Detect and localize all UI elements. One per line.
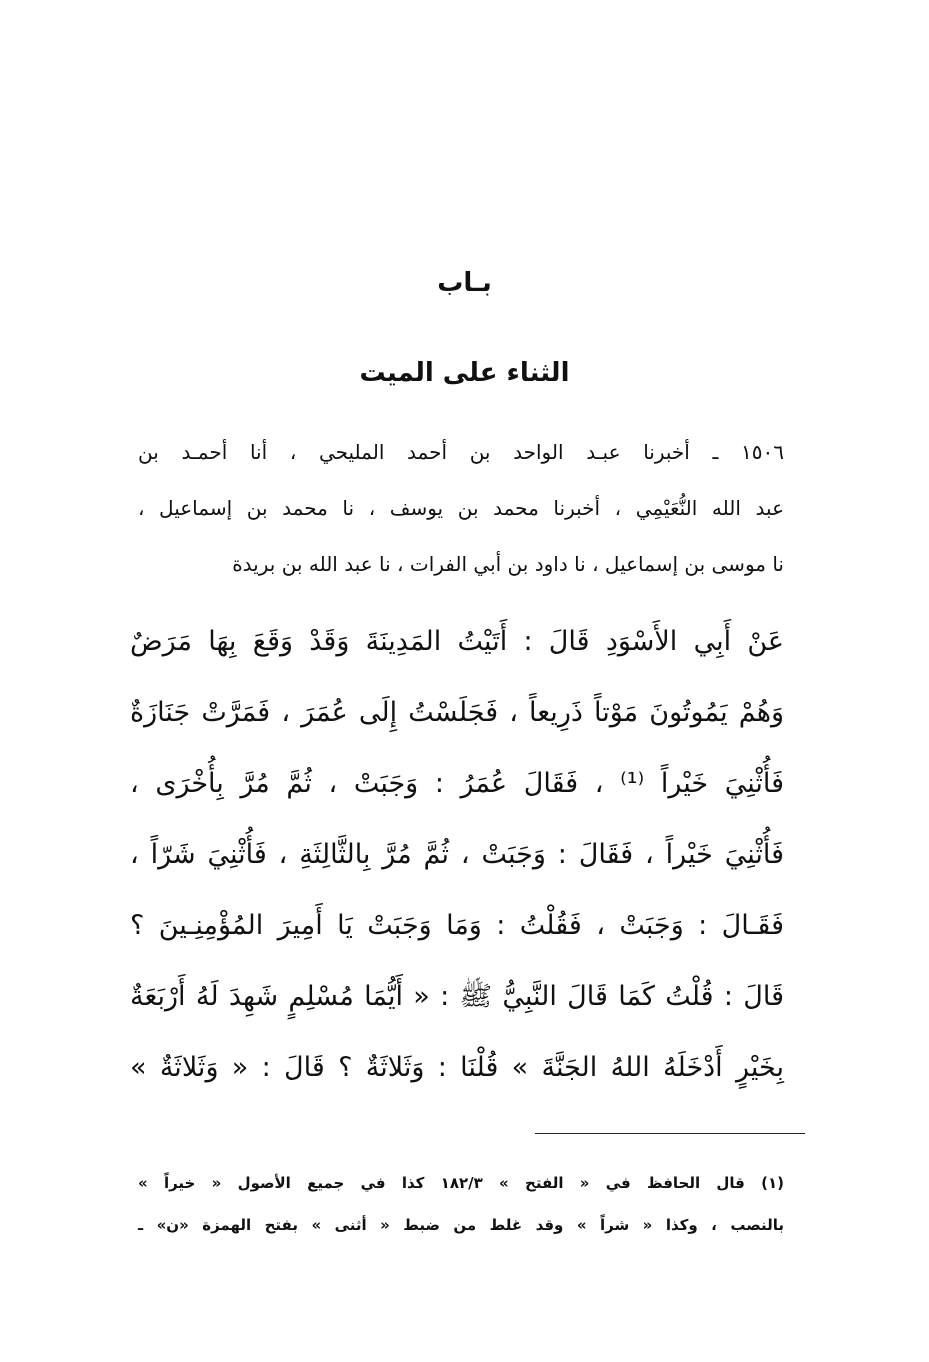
footnote-line: (١) قال الحافظ في « الفتح » ١٨٢/٣ كذا في جميع الأصول « خيراً » [138, 1174, 784, 1192]
hadith-isnad [138, 424, 784, 592]
isnad-line: عبد الله النُّعَيْمِي ، أخبرنا محمد بن يوسف ، نا محمد بن إسماعيل ، [138, 496, 784, 520]
footnotes [138, 1162, 784, 1246]
chapter-title: الثناء على الميت [359, 358, 570, 388]
matn-line: بِخَيْرٍ أَدْخَلَهُ اللهُ الجَنَّةَ » قُلْنَا : وَثَلاثَةٌ ؟ قَالَ : « وَثَلاثَةٌ » [130, 1052, 784, 1083]
matn-line: قَالَ : قُلْتُ كَمَا قَالَ النَّبِيُّ ﷺ : « أَيُّمَا مُسْلِمٍ شَهِدَ لَهُ أَرْبَعَةٌ [130, 981, 784, 1012]
isnad-line: ١٥٠٦ ـ أخبرنا عبـد الواحد بن أحمد المليحي ، أنا أحمـد بن [138, 440, 784, 464]
isnad-line: نا موسى بن إسماعيل ، نا داود بن أبي الفرات ، نا عبد الله بن بريدة [232, 552, 784, 576]
footnote-line: بالنصب ، وكذا « شراً » وقد غلط من ضبط « أثنى » بفتح الهمزة «ن» ـ [138, 1216, 784, 1234]
matn-line: وَهُمْ يَمُوتُونَ مَوْتاً ذَرِيعاً ، فَجَلَسْتُ إِلَى عُمَرَ ، فَمَرَّتْ جَنَازَةٌ [130, 697, 784, 728]
hadith-matn [130, 606, 784, 1103]
chapter-label: بـاب [437, 268, 492, 298]
matn-line: فَقَـالَ : وَجَبَتْ ، فَقُلْتُ : وَمَا وَجَبَتْ يَا أَمِيرَ المُؤْمِنِـينَ ؟ [130, 910, 784, 941]
matn-line: فَأُثْنِيَ خَيْراً ⁽¹⁾ ، فَقَالَ عُمَرُ : وَجَبَتْ ، ثُمَّ مُرَّ بِأُخْرَى ، [130, 768, 784, 799]
matn-line: عَنْ أَبِي الأَسْوَدِ قَالَ : أَتَيْتُ المَدِينَةَ وَقَدْ وَقَعَ بِهَا مَرَضٌ [130, 626, 784, 657]
matn-line: فَأُثْنِيَ خَيْراً ، فَقَالَ : وَجَبَتْ ، ثُمَّ مُرَّ بِالثَّالِثَةِ ، فَأُثْنِيَ شَرّاً ، [130, 839, 784, 870]
footnote-divider [535, 1133, 805, 1134]
